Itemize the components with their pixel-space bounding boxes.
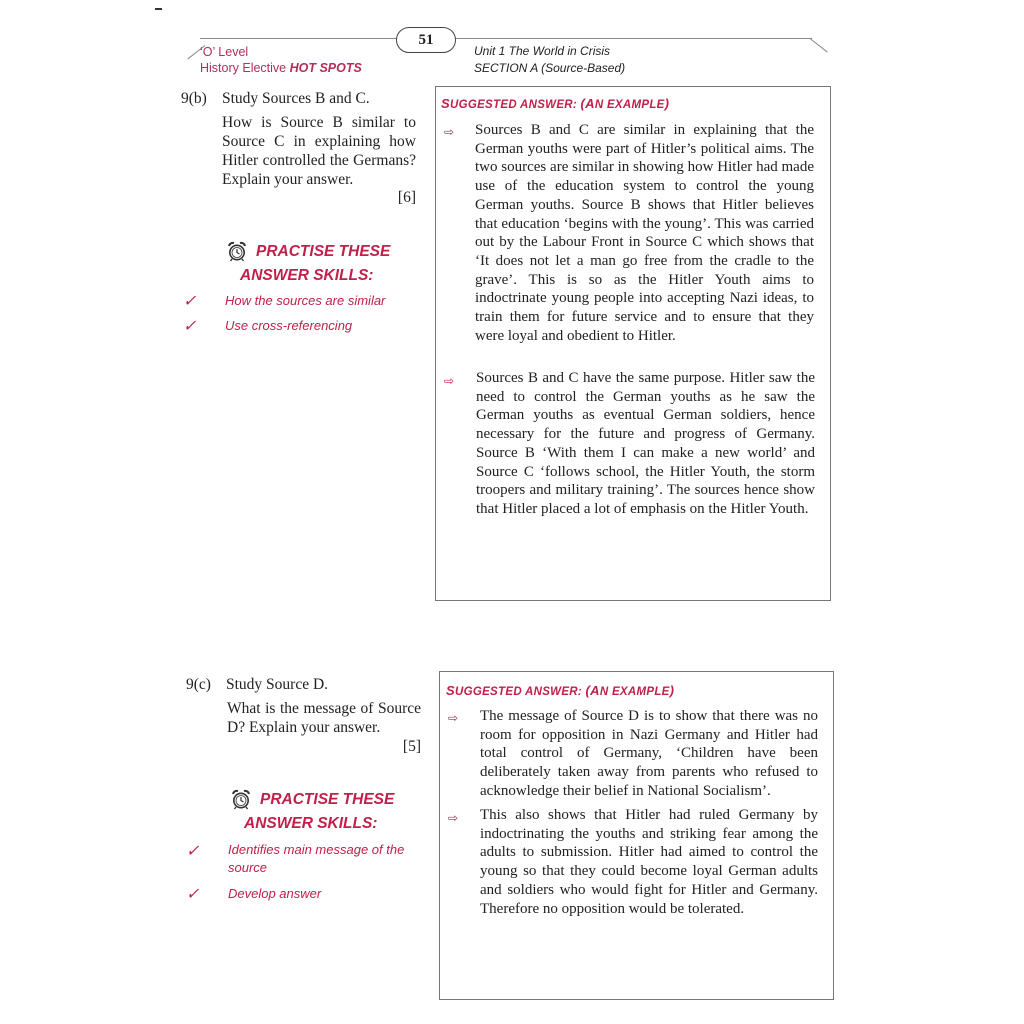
question-9c-body: What is the message of Source D? Explain your answer. [227,700,421,736]
question-9b-body: How is Source B similar to Source C in explaining how Hitler controlled the Germans? Explain your answer. [222,114,416,188]
header-book-title [200,44,362,76]
header-rule-right [456,38,812,39]
answer-box-9c-title: SUGGESTED ANSWER: (AN EXAMPLE) [446,683,675,698]
answer-9c-paragraph-2: This also shows that Hitler had ruled Germany by indoctrinating the youths and striking fear among the adults to submission. Hitler had aimed to control the young so that they could become loyal German adults and soldiers who would fight for Hitler and Germany. Therefore no opposition would be tolerated. [480,807,818,917]
question-9c-instruction: Study Source D. [226,676,329,693]
pointing-hand-icon: ⇨ [448,811,459,825]
skill-item-9c-1: Identifies main message of the source [228,842,405,875]
header-section: SECTION A (Source-Based) [474,60,626,75]
header-series: History Elective HOT SPOTS [200,61,362,75]
question-9b-marks: [6] [397,189,416,206]
skill-item-9c-2: Develop answer [228,886,322,901]
header-rule-left [200,38,396,39]
check-icon: ✓ [186,886,200,903]
header-unit-title [474,43,625,76]
practise-heading-9c: PRACTISE THESE [260,791,395,808]
question-9b-instruction: Study Sources B and C. [222,90,370,107]
answer-9c-paragraph-1: The message of Source D is to show that there was no room for opposition in Nazi Germany and Hitler had total control of Germany, ‘Children have been deliberately taken away from parents who refused to acknowledge their belief in National Socialism’. [480,708,818,799]
check-icon: ✓ [183,318,197,335]
alarm-clock-icon [230,788,252,810]
question-number-9b: 9(b) [181,90,207,107]
pointing-hand-icon: ⇨ [448,711,459,725]
check-icon: ✓ [183,293,197,310]
practise-heading-9b [256,240,390,263]
pointing-hand-icon: ⇨ [444,374,455,388]
alarm-clock-icon [226,240,248,262]
practise-line1: PRACTISE THESE [256,243,391,260]
answer-9b-paragraph-2: Sources B and C have the same purpose. Hitler saw the need to control the German youths as he saw the German youths as eventual German soldiers, hence necessary for the future and progress of Germany. Source B ‘With them I can make a new world’ and Source C ‘follows school, the Hitler Youth, the storm troopers and military training’. The sources hence show that Hitler placed a lot of emphasis on the Hitler Youth. [476,370,815,517]
skill-item-9b-1: How the sources are similar [225,293,386,308]
header-level: ‘O’ Level [200,45,249,59]
answer-9b-paragraph-1: Sources B and C are similar in explaining that the German youths were part of Hitler’s political aims. The two sources are similar in showing how Hitler had made use of the education system to control the young German youths. Source B shows that Hitler believes that education ‘begins with the young’. This was carried out by the Labour Front in Source C which shows that ‘It does not let a man go free from the cradle to the grave’. This is so as the Hitler Youth aims to indoctrinate young people into accepting Nazi ideas, to train them for future service and to ensure that they were loyal and obedient to Hitler. [475,122,814,344]
check-icon: ✓ [186,843,200,860]
practise-heading-9b-line2: ANSWER SKILLS: [240,267,374,284]
pointing-hand-icon: ⇨ [444,125,455,139]
page-number: 51 [396,27,456,53]
question-9c-marks: [5] [402,738,421,755]
header-slash-right [810,38,828,52]
skill-item-9b-2: Use cross-referencing [225,318,353,333]
question-number-9c: 9(c) [186,676,211,693]
answer-box-9b-title: SUGGESTED ANSWER: (AN EXAMPLE) [441,96,670,111]
header-unit: Unit 1 The World in Crisis [474,44,611,58]
crop-mark [155,8,162,10]
practise-heading-9c-line2: ANSWER SKILLS: [244,815,378,832]
